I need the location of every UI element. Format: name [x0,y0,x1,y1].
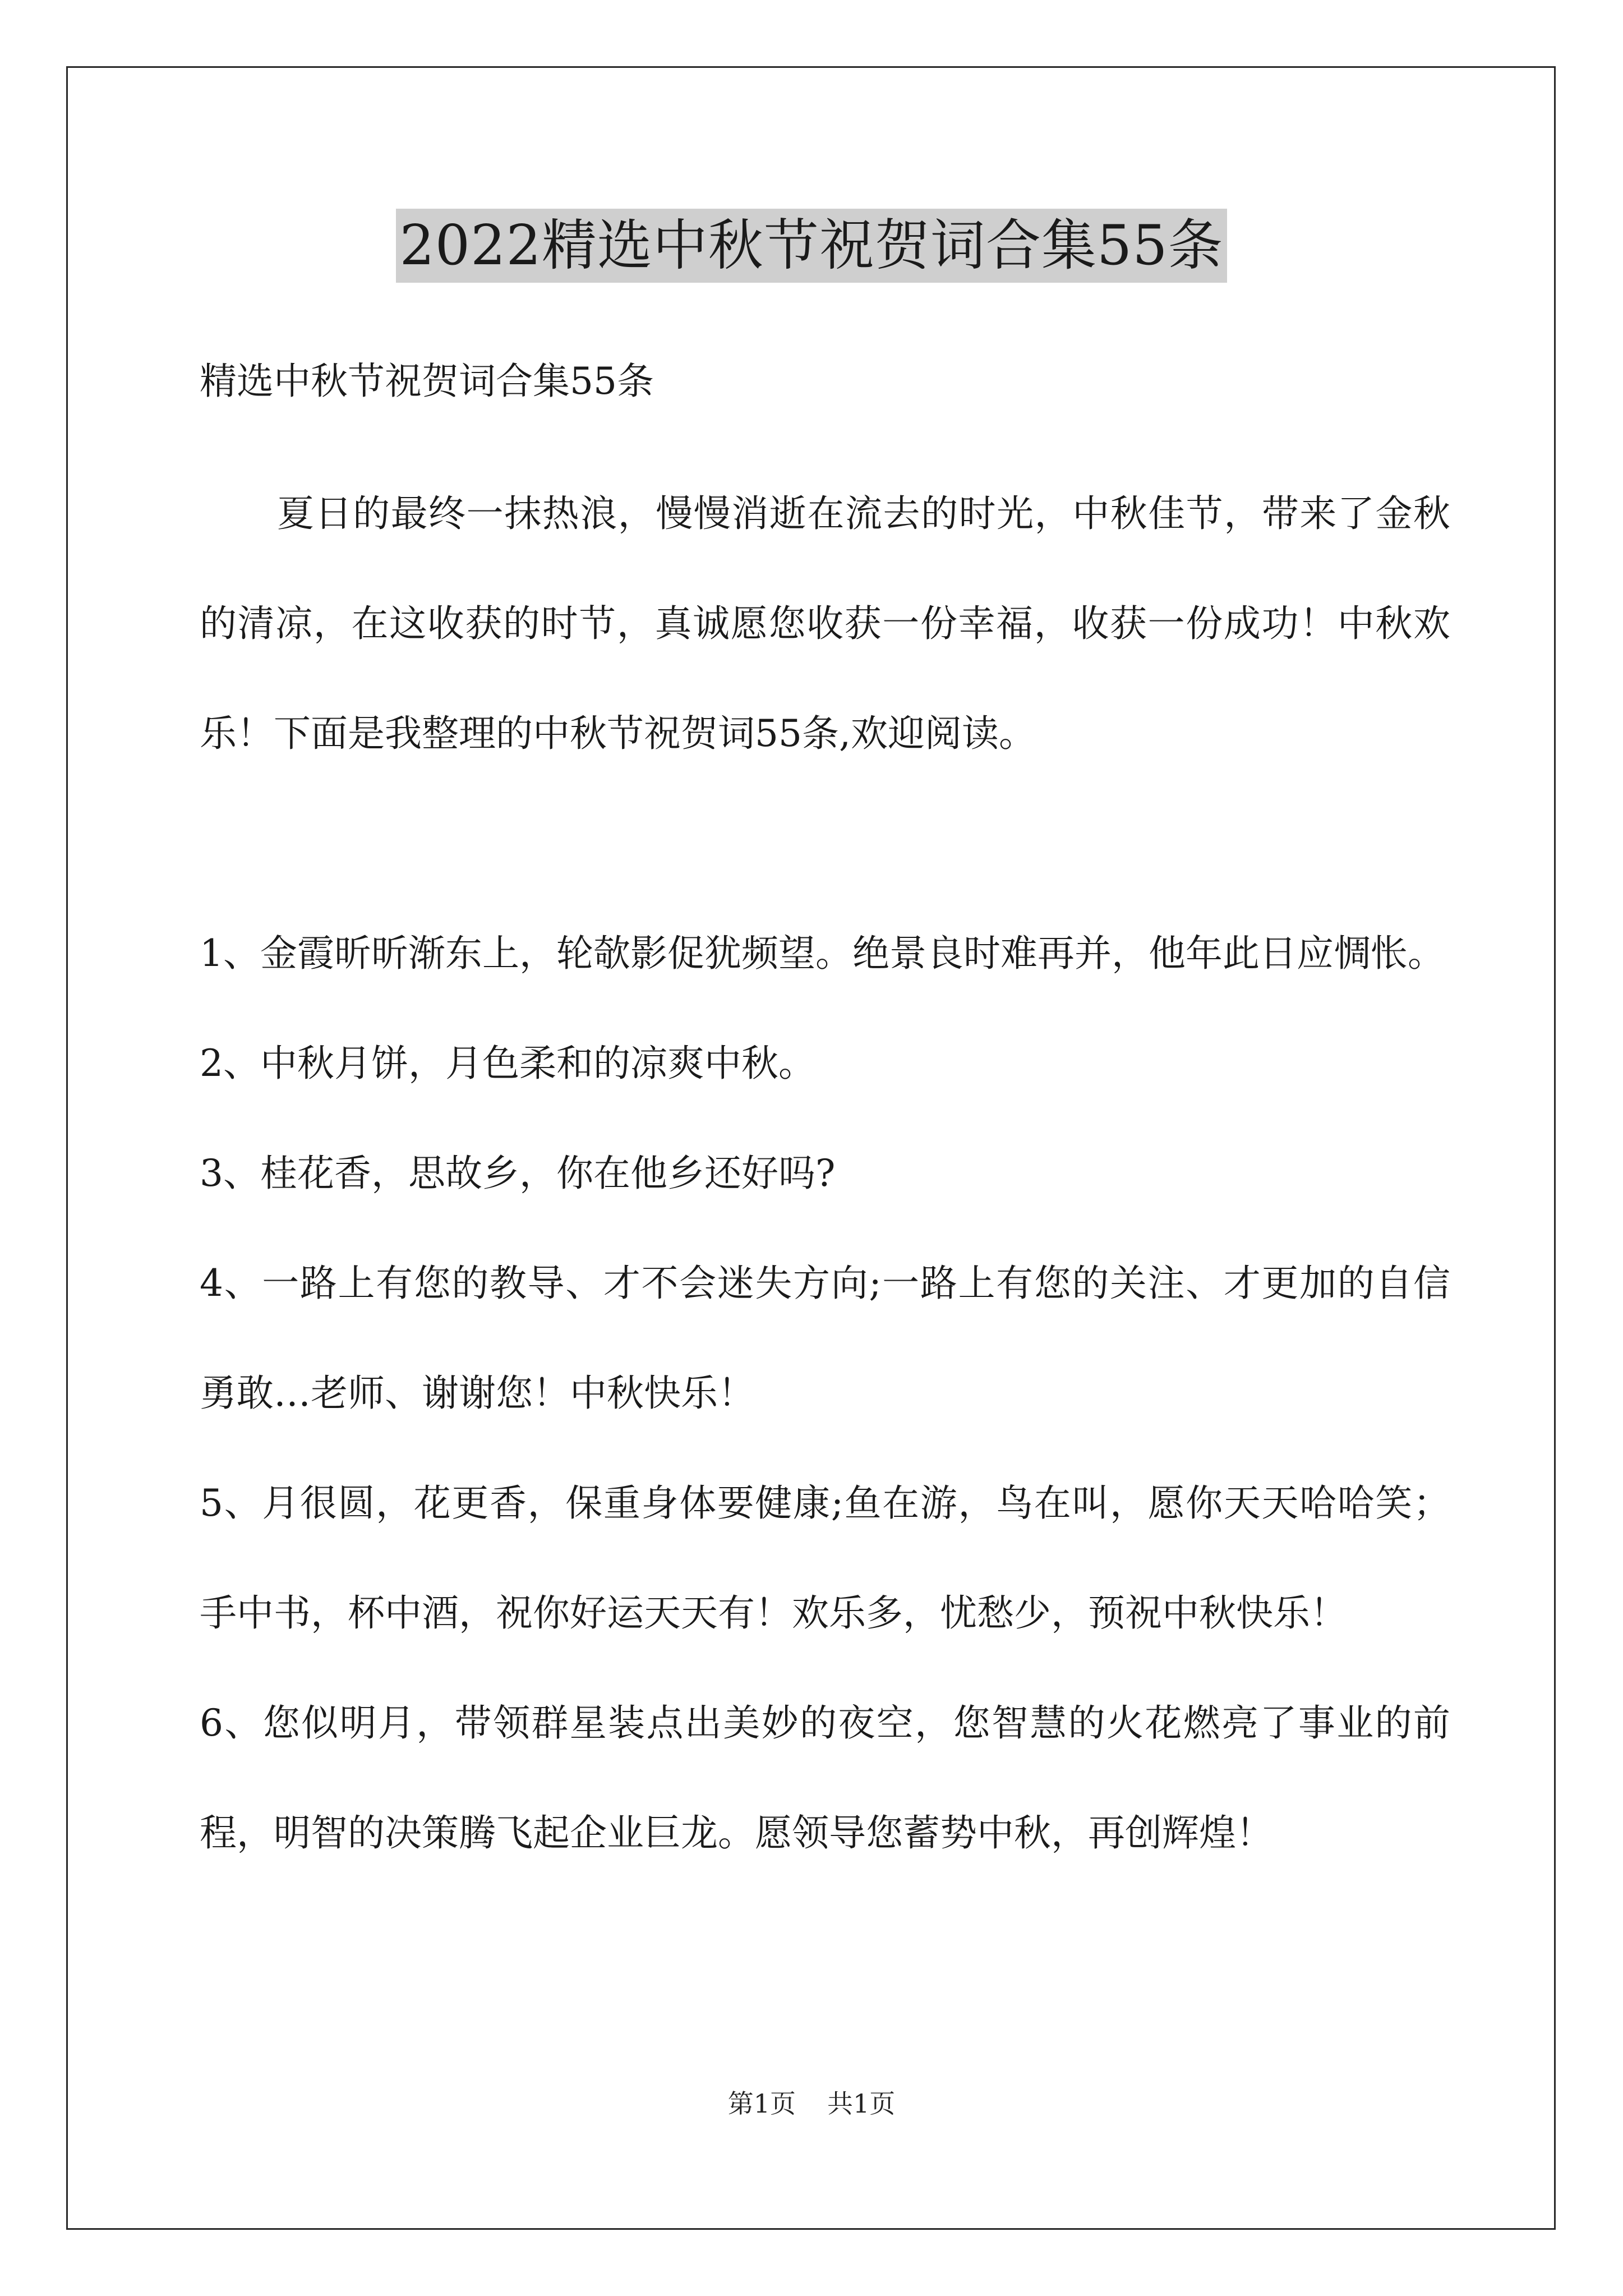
list-item: 5、月很圆，花更香，保重身体要健康;鱼在游，鸟在叫，愿你天天哈哈笑；手中书，杯中酒，祝你好运天天有！欢乐多，忧愁少，预祝中秋快乐！ [200,1481,1450,1635]
title-container [0,209,1623,283]
list-item: 3、桂花香，思故乡，你在他乡还好吗? [200,1152,836,1195]
intro-paragraph: 夏日的最终一抹热浪，慢慢消逝在流去的时光，中秋佳节，带来了金秋的清凉，在这收获的时节，真诚愿您收获一份幸福，收获一份成功！中秋欢乐！下面是我整理的中秋节祝贺词55条,欢迎阅读。 [200,492,1450,755]
list-item: 4、一路上有您的教导、才不会迷失方向;一路上有您的关注、才更加的自信勇敢…老师、谢谢您！中秋快乐！ [200,1262,1450,1415]
list-item: 6、您似明月，带领群星装点出美妙的夜空，您智慧的火花燃亮了事业的前程，明智的决策腾飞起企业巨龙。愿领导您蓄势中秋，再创辉煌！ [200,1701,1450,1855]
greetings-list [200,899,1450,1888]
document-title: 2022精选中秋节祝贺词合集55条 [396,209,1227,283]
list-item: 1、金霞昕昕渐东上，轮欹影促犹频望。绝景良时难再并，他年此日应惆怅。 [200,932,1445,975]
page-total: 共1页 [827,2088,896,2119]
document-subtitle: 精选中秋节祝贺词合集55条 [200,360,654,403]
document-body [200,353,1450,1888]
list-item: 2、中秋月饼，月色柔和的凉爽中秋。 [200,1042,815,1085]
page-number: 第1页 [727,2088,796,2119]
page-footer [0,2087,1623,2120]
